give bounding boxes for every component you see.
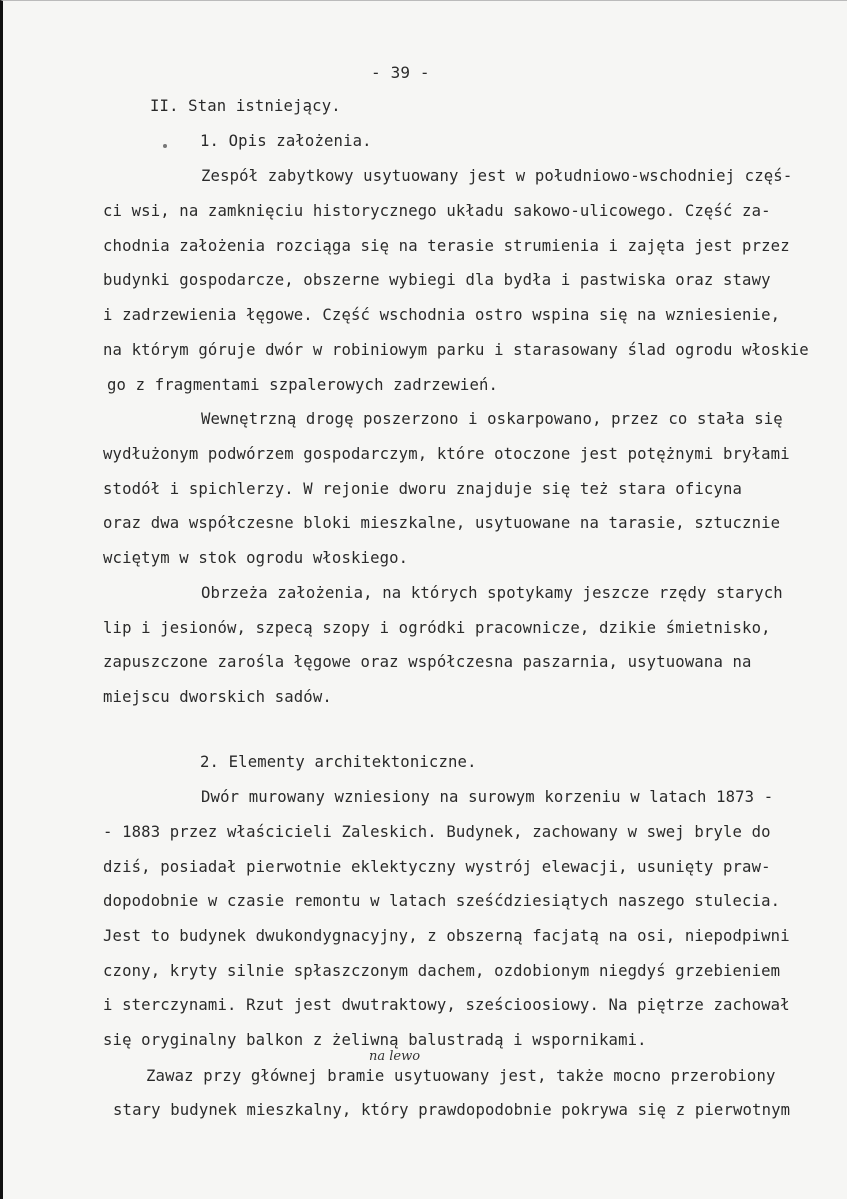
paragraph-1-line: chodnia założenia rozciąga się na terasie strumienia i zajęta jest przez xyxy=(103,237,790,255)
paragraph-3-line: Obrzeża założenia, na których spotykamy jeszcze rzędy starych xyxy=(201,584,783,602)
paragraph-2-line: wydłużonym podwórzem gospodarczym, które otoczone jest potężnymi bryłami xyxy=(103,445,790,463)
last-line: stary budynek mieszkalny, który prawdopodobnie pokrywa się z pierwotnym xyxy=(113,1101,791,1119)
paragraph-1-line: na którym góruje dwór w robiniowym parku i starasowany ślad ogrodu włoskie xyxy=(103,341,809,359)
paragraph-1-line: i zadrzewienia łęgowe. Część wschodnia ostro wspina się na wzniesienie, xyxy=(103,306,781,324)
section2-paragraph-line: czony, kryty silnie spłaszczonym dachem, ozdobionym niegdyś grzebieniem xyxy=(103,962,781,980)
last-line: Zawaz przy głównej bramie usytuowany jest, także mocno przerobiony xyxy=(146,1067,776,1085)
section1-title: 1. Opis założenia. xyxy=(200,132,372,150)
paragraph-2-line: Wewnętrzną drogę poszerzono i oskarpowano, przez co stała się xyxy=(201,410,783,428)
section2-paragraph-line: dopodobnie w czasie remontu w latach sześćdziesiątych naszego stulecia. xyxy=(103,892,781,910)
section2-paragraph-line: - 1883 przez właścicieli Zaleskich. Budynek, zachowany w swej bryle do xyxy=(103,823,771,841)
paragraph-2-line: stodół i spichlerzy. W rejonie dworu znajduje się też stara oficyna xyxy=(103,480,743,498)
paragraph-3-line: lip i jesionów, szpecą szopy i ogródki pracownicze, dzikie śmietnisko, xyxy=(103,619,771,637)
heading: II. Stan istniejący. xyxy=(150,97,341,115)
page-number: - 39 - xyxy=(371,63,430,82)
section2-paragraph-line: Jest to budynek dwukondygnacyjny, z obszerną facjatą na osi, niepodpiwni xyxy=(103,927,790,945)
section2-title: 2. Elementy architektoniczne. xyxy=(200,753,477,771)
paragraph-1-line: go z fragmentami szpalerowych zadrzewień. xyxy=(107,376,499,394)
section2-paragraph-line: się oryginalny balkon z żeliwną balustradą i wspornikami. xyxy=(103,1031,647,1049)
paragraph-1-line: budynki gospodarcze, obszerne wybiegi dla bydła i pastwiska oraz stawy xyxy=(103,271,771,289)
section2-paragraph-line: dziś, posiadał pierwotnie eklektyczny wystrój elewacji, usunięty praw- xyxy=(103,858,771,876)
paragraph-1-line: Zespół zabytkowy usytuowany jest w południowo-wschodniej częś- xyxy=(201,167,793,185)
paragraph-1-line: ci wsi, na zamknięciu historycznego układu sakowo-ulicowego. Część za- xyxy=(103,202,771,220)
paragraph-2-line: wciętym w stok ogrodu włoskiego. xyxy=(103,549,409,567)
section2-paragraph-line: i sterczynami. Rzut jest dwutraktowy, sześcioosiowy. Na piętrze zachował xyxy=(103,996,790,1014)
handwritten-note: na lewo xyxy=(369,1049,421,1064)
ink-speck xyxy=(163,144,167,148)
paragraph-2-line: oraz dwa współczesne bloki mieszkalne, usytuowane na tarasie, sztucznie xyxy=(103,514,781,532)
paragraph-3-line: miejscu dworskich sadów. xyxy=(103,688,332,706)
paragraph-3-line: zapuszczone zarośla łęgowe oraz współczesna paszarnia, usytuowana na xyxy=(103,653,752,671)
section2-paragraph-line: Dwór murowany wzniesiony na surowym korzeniu w latach 1873 - xyxy=(201,788,774,806)
